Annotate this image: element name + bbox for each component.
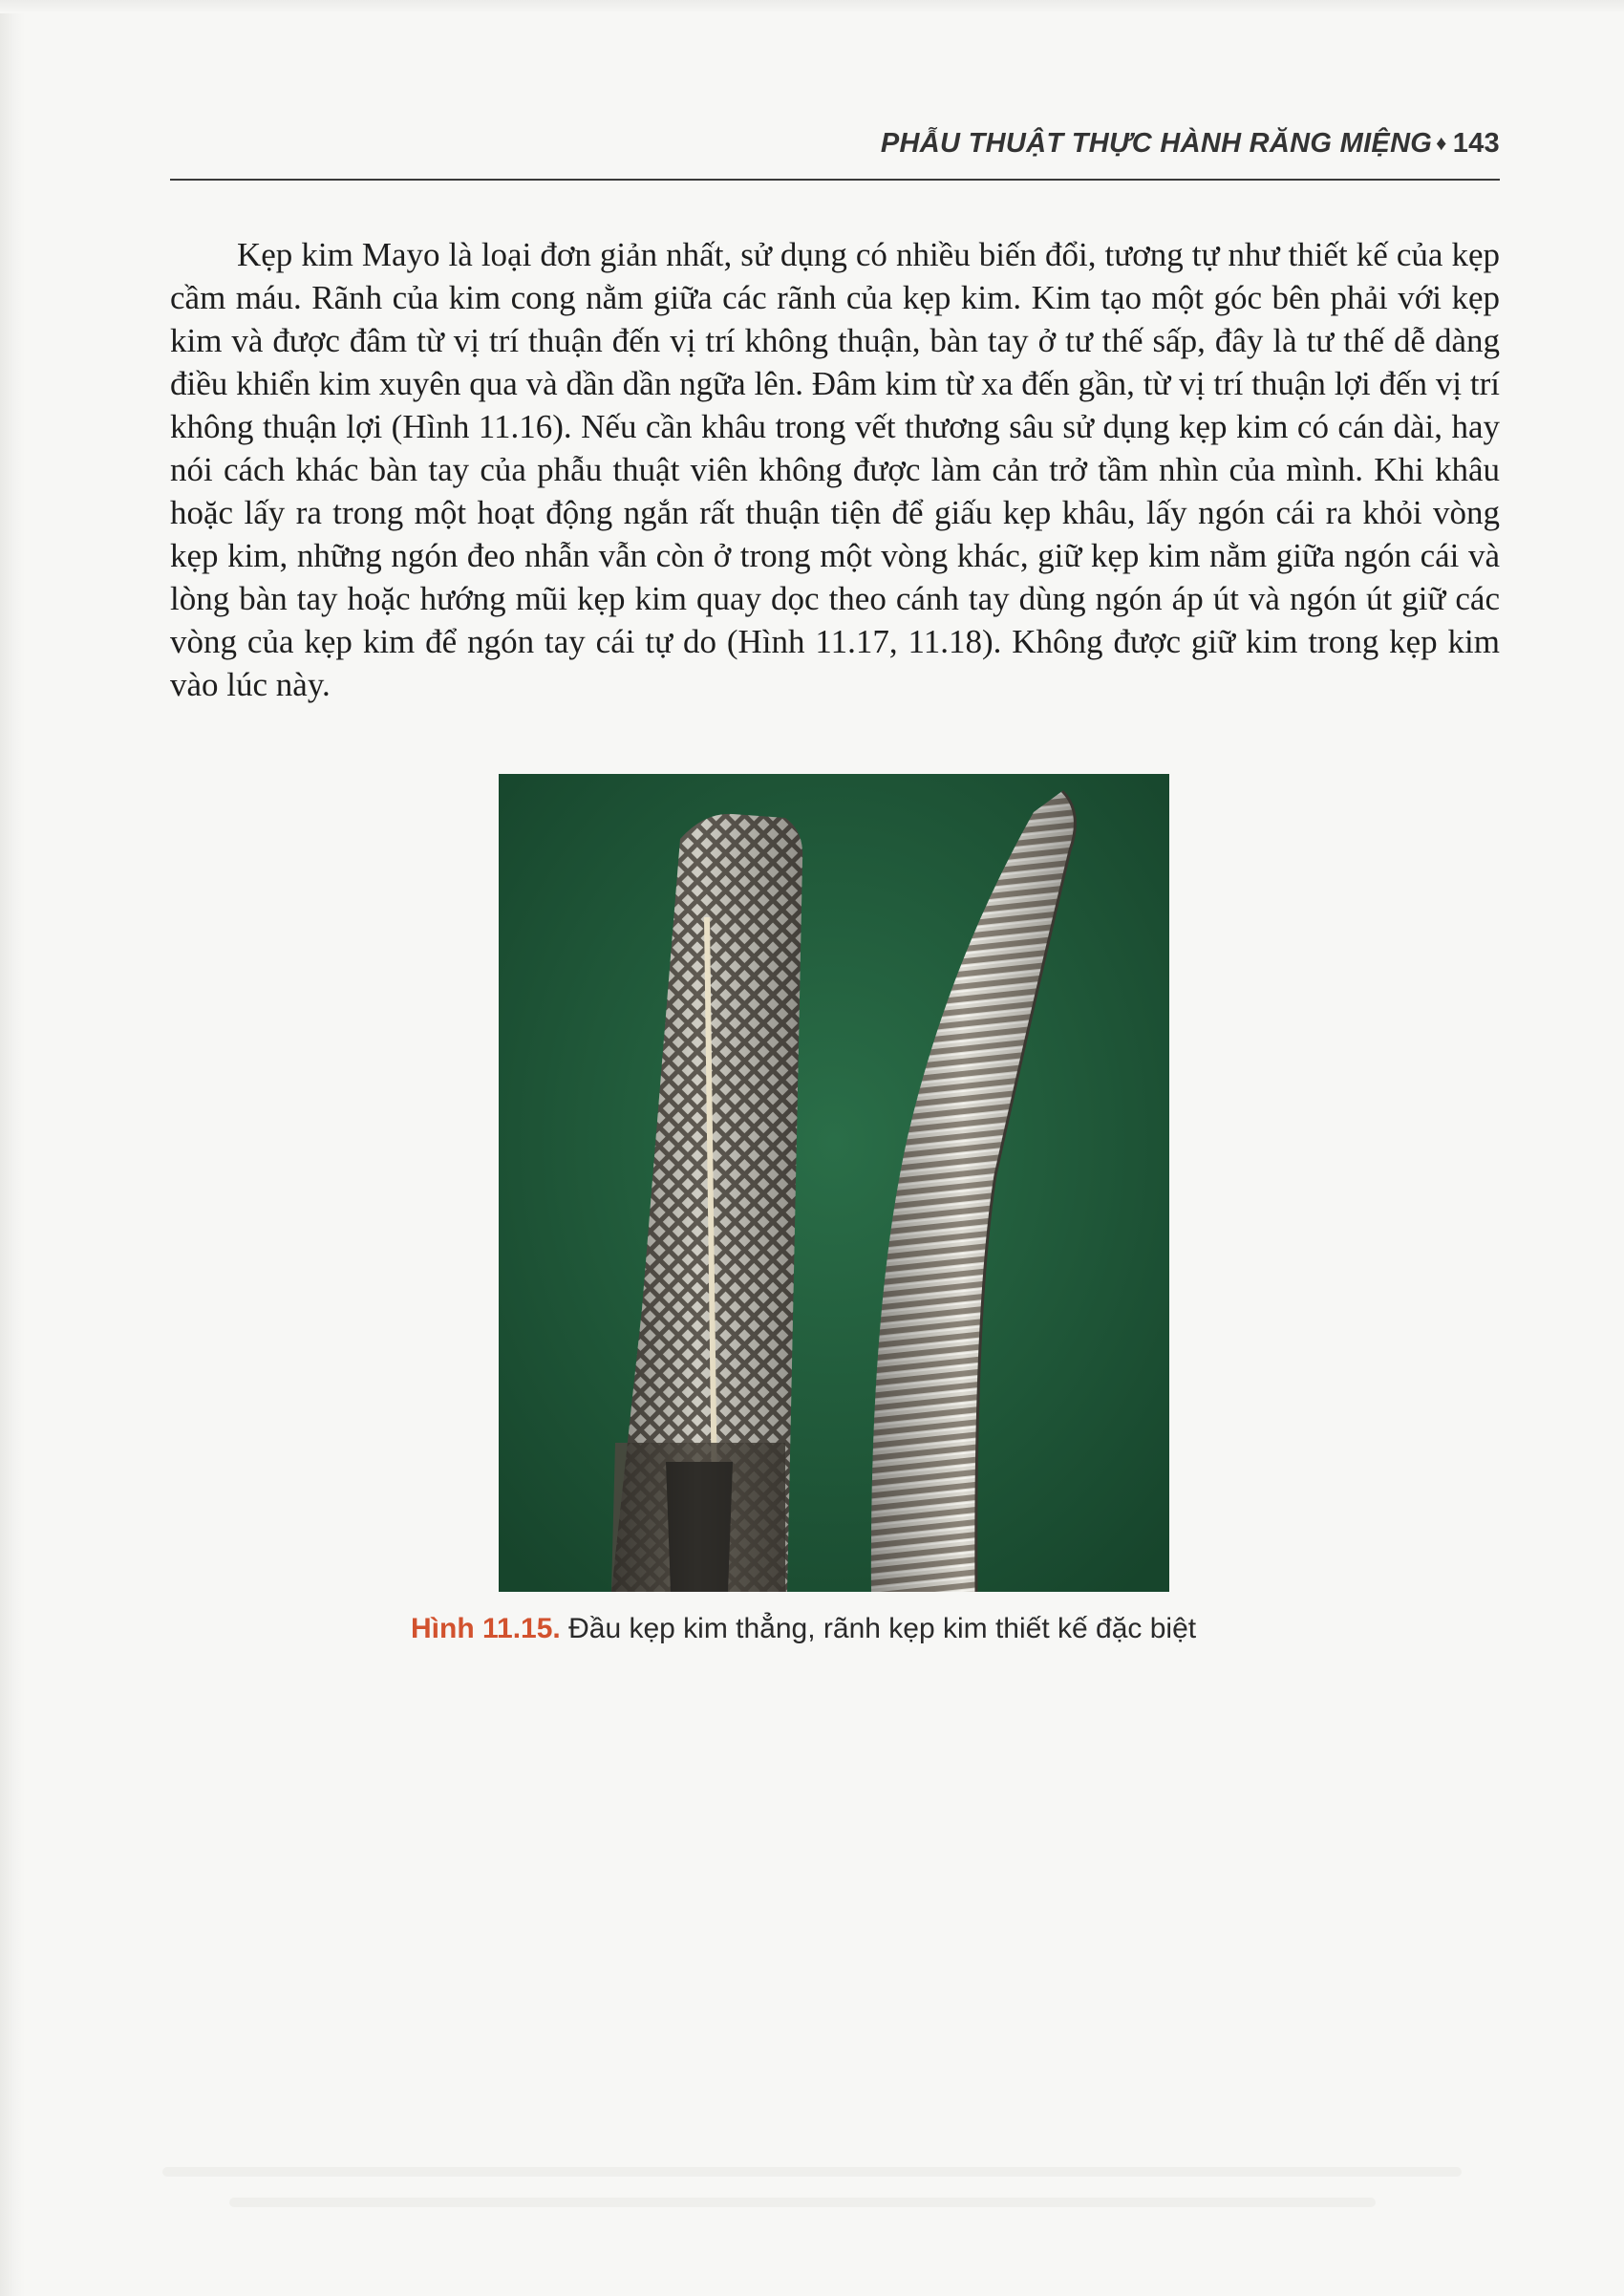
running-header <box>170 128 1500 160</box>
figure-caption-text: Đầu kẹp kim thẳng, rãnh kẹp kim thiết kế đặc biệt <box>568 1613 1197 1644</box>
running-title: PHẪU THUẬT THỰC HÀNH RĂNG MIỆNG <box>880 128 1433 159</box>
header-separator: ♦ <box>1436 131 1447 155</box>
bleed-through-line <box>229 2198 1376 2207</box>
photo-background <box>499 774 1169 1592</box>
bleed-through-line <box>162 2167 1462 2177</box>
header-rule <box>170 179 1500 181</box>
figure-label: Hình 11.15. <box>411 1613 561 1644</box>
scan-edge-top <box>0 0 1624 13</box>
figure-caption <box>411 1613 1271 1645</box>
scan-edge <box>0 0 25 2296</box>
body-paragraph: Kẹp kim Mayo là loại đơn giản nhất, sử dụng có nhiều biến đổi, tương tự như thiết kế của kẹp cầm máu. Rãnh của kim cong nằm giữa các rãnh của kẹp kim. Kim tạo một góc bên phải với kẹp kim và được đâm từ vị trí thuận đến vị trí không thuận, bàn tay ở tư thế sấp, đây là tư thế dễ dàng điều khiển kim xuyên qua và dần dần ngữa lên. Đâm kim từ xa đến gần, từ vị trí thuận lợi đến vị trí không thuận lợi (Hình 11.16). Nếu cần khâu trong vết thương sâu sử dụng kẹp kim có cán dài, hay nói cách khác bàn tay của phẫu thuật viên không được làm cản trở tầm nhìn của mình. Khi khâu hoặc lấy ra trong một hoạt động ngắn rất thuận tiện để giấu kẹp khâu, lấy ngón cái ra khỏi vòng kẹp kim, những ngón đeo nhẫn vẫn còn ở trong một vòng khác, giữ kẹp kim nằm giữa ngón cái và lòng bàn tay hoặc hướng mũi kẹp kim quay dọc theo cánh tay dùng ngón áp út và ngón út giữ các vòng của kẹp kim để ngón tay cái tự do (Hình 11.17, 11.18). Không được giữ kim trong kẹp kim vào lúc này. <box>170 236 1500 703</box>
page-number: 143 <box>1452 128 1500 159</box>
figure-photo <box>499 774 1169 1592</box>
